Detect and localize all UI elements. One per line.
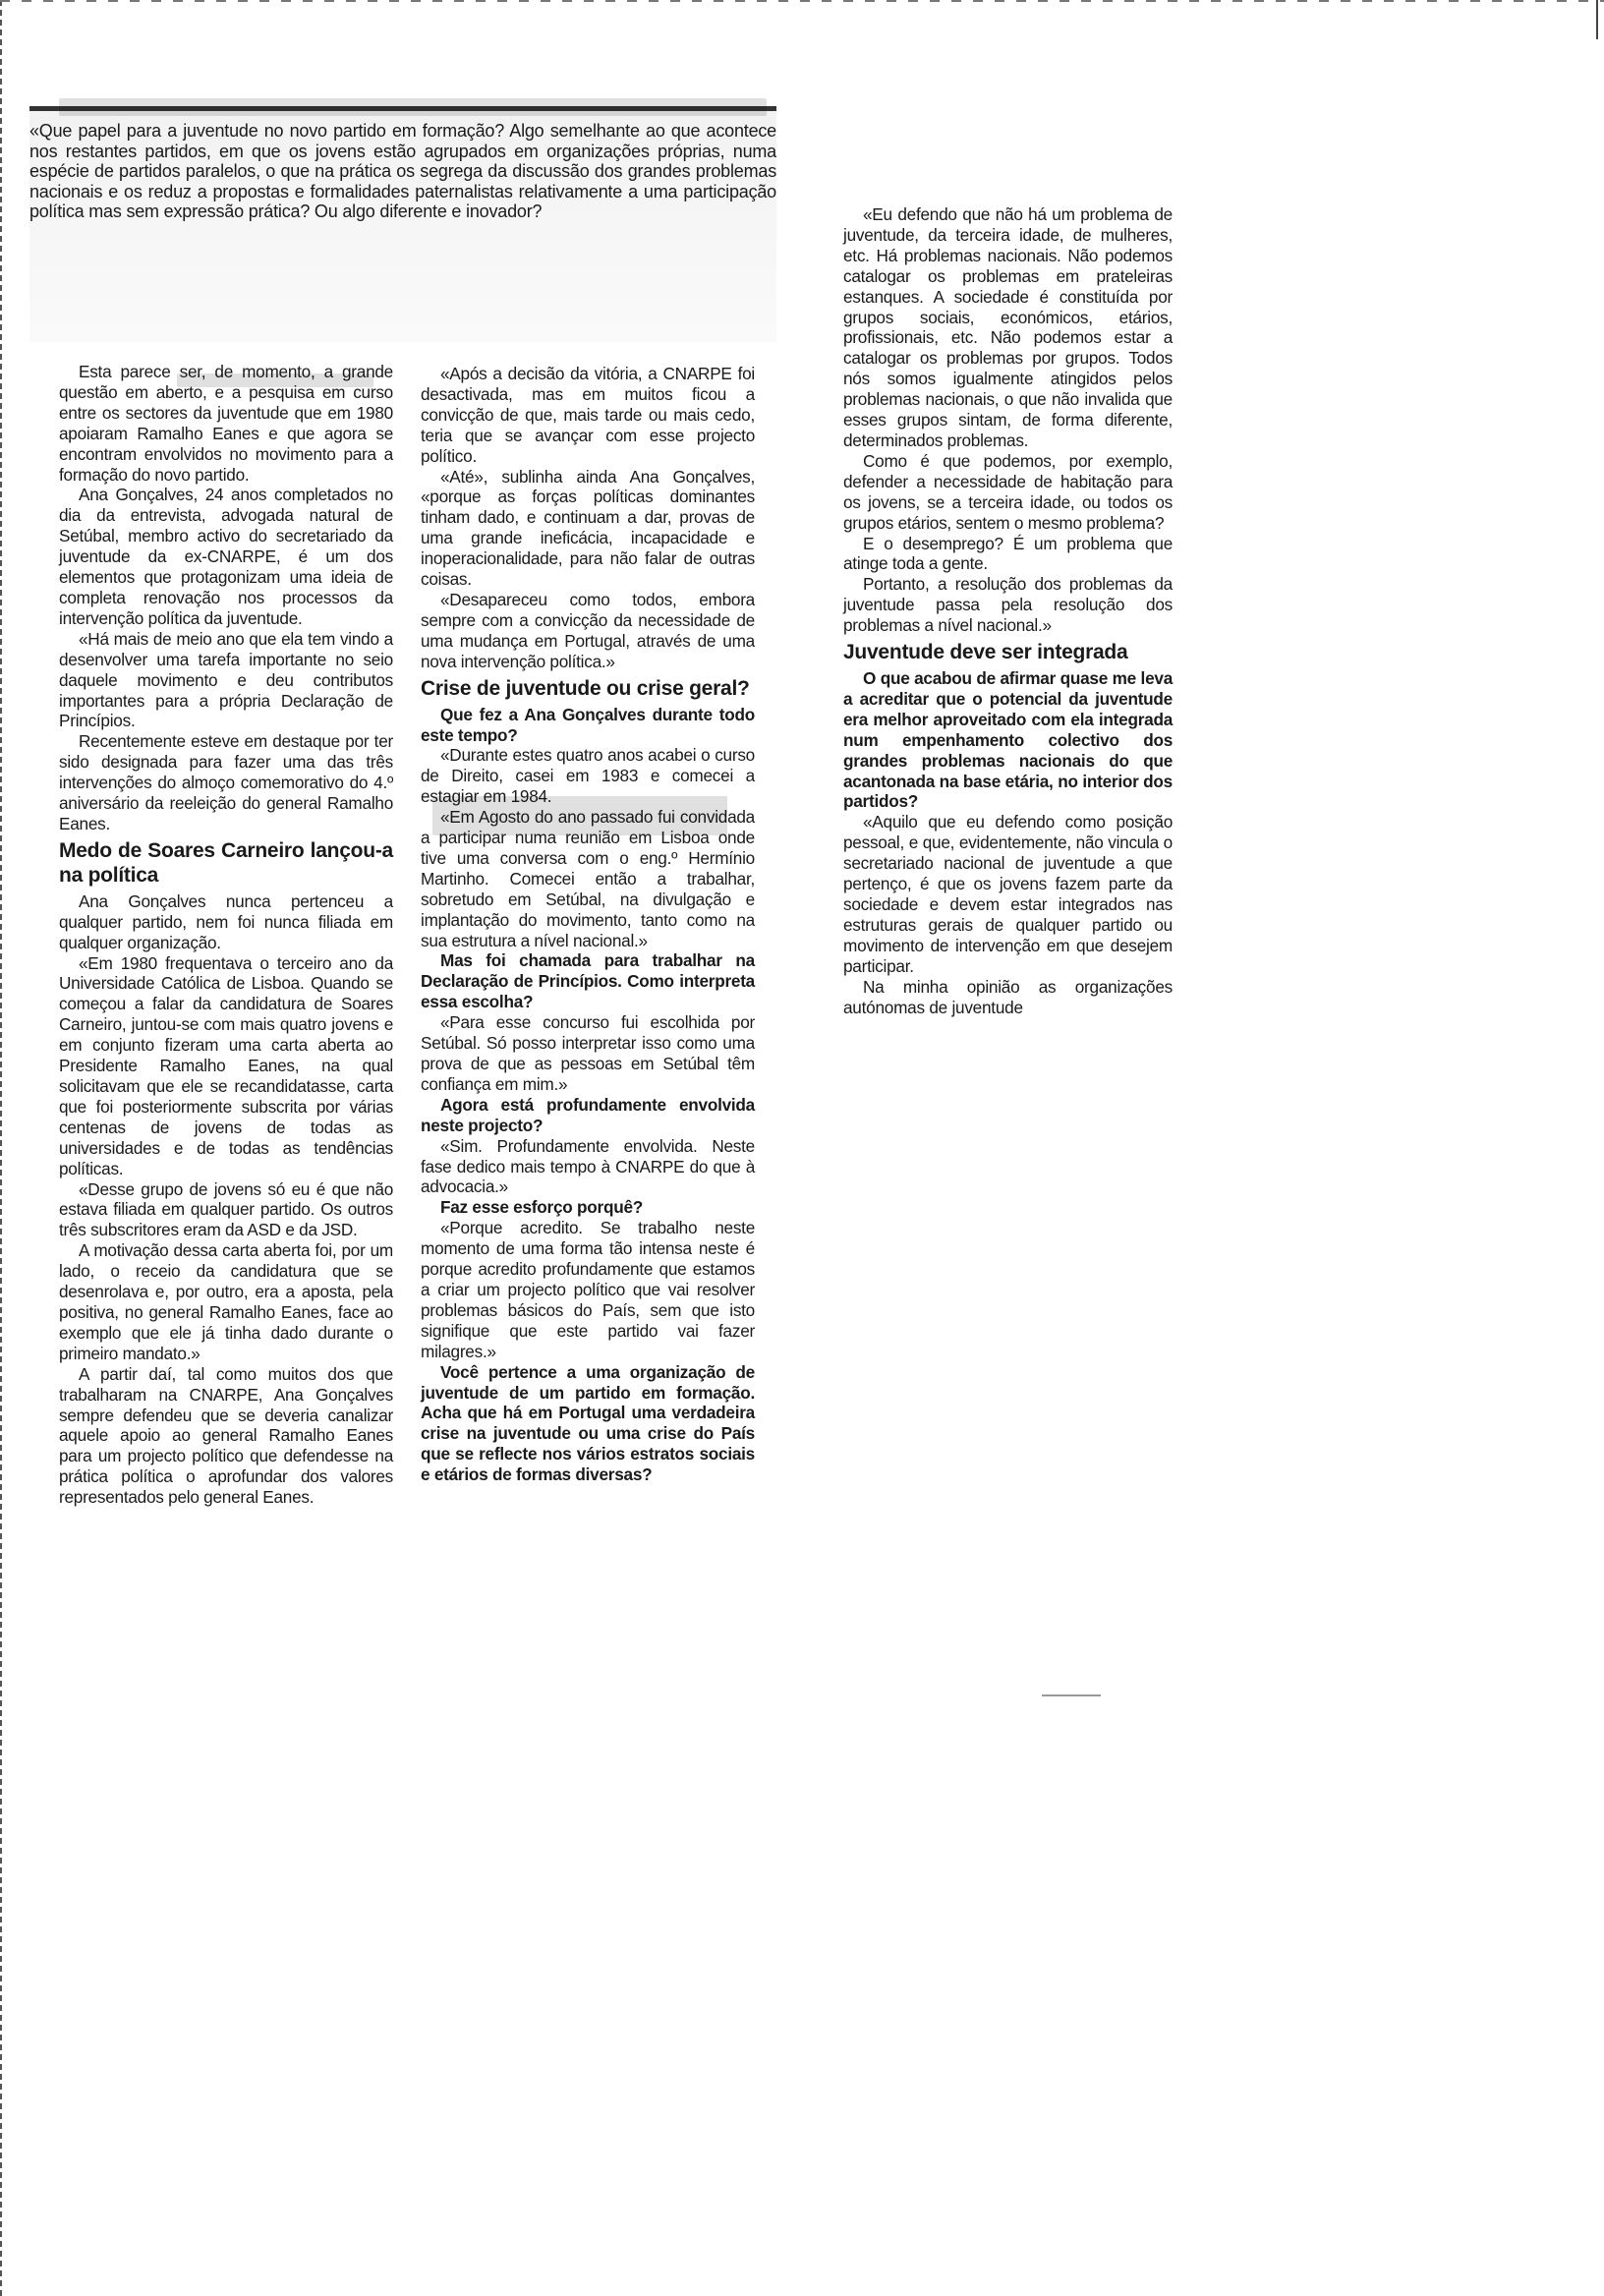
paragraph: Recentemente esteve em destaque por ter sido designada para fazer uma das três intervenções do almoço comemorativo do 4.º aniversário da reeleição do general Ramalho Eanes. — [59, 731, 393, 833]
paragraph: «Aquilo que eu defendo como posição pessoal, e que, evidentemente, não vincula o secretariado nacional de juventude a que pertenço, é que os jovens fazem parte da sociedade e devem estar integrados nas estruturas gerais de qualquer partido ou movimento de intervenção em que desejem participar. — [843, 812, 1173, 976]
paragraph: Como é que podemos, por exemplo, defender a necessidade de habitação para os jovens, se a terceira idade, ou todos os grupos etários, sentem o mesmo problema? — [843, 450, 1173, 533]
paragraph: Ana Gonçalves, 24 anos completados no dia da entrevista, advogada natural de Setúbal, membro activo do secretariado da juventude da ex-CNARPE, é um dos elementos que protagonizam uma ideia de completa renovação nos processos da intervenção política da juventude. — [59, 485, 393, 628]
article-column-3 — [843, 204, 1173, 1017]
paragraph: «Porque acredito. Se trabalho neste momento de uma forma tão intensa neste é porque acredito profundamente que estamos a criar um projecto político que vai resolver problemas básicos do País, sem que isto signifique que este partido vai fazer milagres.» — [421, 1218, 755, 1361]
scan-smudge — [432, 796, 727, 835]
intro-text: «Que papel para a juventude no novo partido em formação? Algo semelhante ao que acontece nos restantes partidos, em que os jovens estão agrupados em organizações próprias, numa espécie de partidos paralelos, o que na prática os segrega da discussão dos grandes problemas nacionais e os reduz a propostas e formalidades paternalistas relativamente a uma participação política mas sem expressão prática? Ou algo diferente e inovador? — [29, 121, 776, 222]
paragraph: Na minha opinião as organizações autónomas de juventude — [843, 976, 1173, 1017]
scan-speck — [1042, 1694, 1101, 1696]
paragraph: «Em Agosto do ano passado fui convidada a participar numa reunião em Lisboa onde tive uma conversa com o eng.º Hermínio Martinho. Comecei então a trabalhar, sobretudo em Setúbal, na divulgação e implantação do movimento, tanto como na sua estrutura a nível nacional.» — [421, 807, 755, 950]
paragraph: «Desapareceu como todos, embora sempre com a convicção da necessidade de uma mudança em Portugal, através de uma nova intervenção política.» — [421, 589, 755, 671]
paragraph: «Há mais de meio ano que ela tem vindo a desenvolver uma tarefa importante no seio daquele movimento e deu contributos importantes para a própria Declaração de Princípios. — [59, 628, 393, 731]
section-heading: Crise de juventude ou crise geral? — [421, 676, 750, 700]
paragraph: «Até», sublinha ainda Ana Gonçalves, «porque as forças políticas dominantes tinham dado, e continuam a dar, provas de uma grande ineficácia, incapacidade e inoperacionalidade, para não falar de outras coisas. — [421, 466, 755, 590]
paragraph: «Durante estes quatro anos acabei o curso de Direito, casei em 1983 e comecei a estagiar em 1984. — [421, 745, 755, 807]
interview-question: Mas foi chamada para trabalhar na Declaração de Princípios. Como interpreta essa escolha? — [421, 950, 755, 1012]
paragraph: A motivação dessa carta aberta foi, por um lado, o receio da candidatura que se desenrolava e, por outro, era a aposta, pela positiva, no general Ramalho Eanes, face ao exemplo que ele já tinha dado durante o primeiro mandato.» — [59, 1240, 393, 1363]
section-heading: Medo de Soares Carneiro lançou-a na política — [59, 838, 393, 887]
scan-edge-left — [0, 0, 2, 2296]
paragraph: «Após a decisão da vitória, a CNARPE foi desactivada, mas em muitos ficou a convicção de que, mais tarde ou mais cedo, teria que se avançar com esse projecto político. — [421, 364, 755, 466]
interview-question: Faz esse esforço porquê? — [440, 1197, 644, 1218]
paragraph: E o desemprego? É um problema que atinge toda a gente. — [843, 533, 1173, 574]
scan-smudge — [59, 98, 767, 116]
scan-edge-right — [1596, 0, 1598, 39]
paragraph: Portanto, a resolução dos problemas da juventude passa pela resolução dos problemas a nível nacional.» — [843, 574, 1173, 636]
paragraph: «Desse grupo de jovens só eu é que não estava filiada em qualquer partido. Os outros três subscritores eram da ASD e da JSD. — [59, 1178, 393, 1240]
article-intro — [29, 106, 776, 342]
paragraph: Ana Gonçalves nunca pertenceu a qualquer partido, nem foi nunca filiada em qualquer organização. — [59, 890, 393, 952]
interview-question: O que acabou de afirmar quase me leva a acreditar que o potencial da juventude era melhor aproveitado com ela integrada num empenhamento colectivo dos grandes problemas nacionais do que acantonada na base etária, no interior dos partidos? — [843, 668, 1173, 812]
paragraph: A partir daí, tal como muitos dos que trabalharam na CNARPE, Ana Gonçalves sempre defendeu que se deveria canalizar aquele apoio ao general Ramalho Eanes para um projecto político que defendesse na prática política o aprofundar dos valores representados pelo general Eanes. — [59, 1363, 393, 1508]
interview-question: Você pertence a uma organização de juventude de um partido em formação. Acha que há em Portugal uma verdadeira crise na juventude ou uma crise do País que se reflecte nos vários estratos sociais e etários de formas diversas? — [421, 1361, 755, 1485]
paragraph: «Sim. Profundamente envolvida. Neste fase dedico mais tempo à CNARPE do que à advocacia.» — [421, 1135, 755, 1197]
interview-question: Agora está profundamente envolvida neste projecto? — [421, 1094, 755, 1135]
paragraph: «Para esse concurso fui escolhida por Setúbal. Só posso interpretar isso como uma prova de que as pessoas em Setúbal têm confiança em mim.» — [421, 1012, 755, 1094]
scan-smudge — [177, 373, 373, 387]
article-column-2 — [421, 364, 755, 1485]
paragraph: «Em 1980 frequentava o terceiro ano da Universidade Católica de Lisboa. Quando se começou a falar da candidatura de Soares Carneiro, juntou-se com mais quatro jovens e em conjunto fizeram uma carta aberta ao Presidente Ramalho Eanes, na qual solicitavam que ele se recandidatasse, carta que foi posteriormente subscrita por várias centenas de jovens de todas as universidades e de todas as tendências políticas. — [59, 952, 393, 1178]
scan-edge-top — [0, 0, 1604, 2]
interview-question: Que fez a Ana Gonçalves durante todo este tempo? — [421, 704, 755, 745]
article-column-1 — [59, 362, 393, 1508]
section-heading: Juventude deve ser integrada — [843, 641, 1128, 664]
paragraph: «Eu defendo que não há um problema de juventude, da terceira idade, de mulheres, etc. Há problemas nacionais. Não podemos catalogar os problemas em prateleiras estanques. A sociedade é constituída por grupos sociais, económicos, etários, profissionais, etc. Não podemos estar a catalogar os problemas por grupos. Todos nós somos igualmente atingidos pelos problemas nacionais, o que não invalida que esses grupos sintam, de forma diferente, determinados problemas. — [843, 204, 1173, 450]
paragraph: Esta parece ser, de momento, a grande questão em aberto, e a pesquisa em curso entre os sectores da juventude que em 1980 apoiaram Ramalho Eanes e que agora se encontram envolvidos no movimento para a formação do novo partido. — [59, 362, 393, 485]
